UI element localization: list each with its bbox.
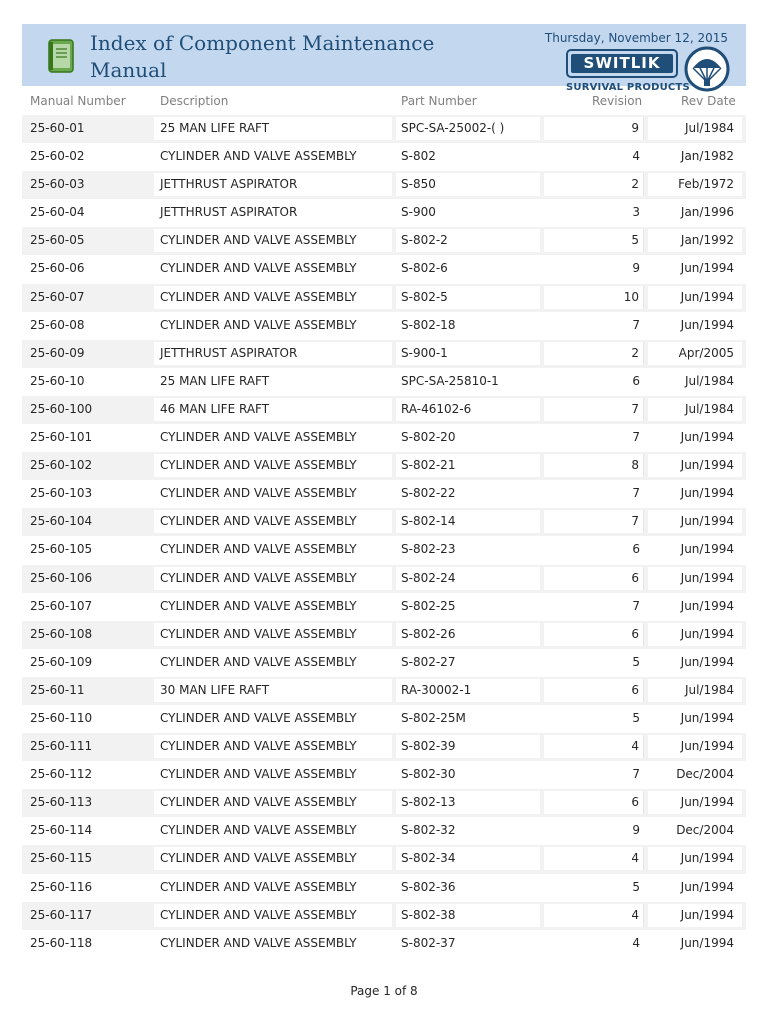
table-row bbox=[22, 255, 746, 283]
table-row bbox=[22, 874, 746, 902]
description-cell: CYLINDER AND VALVE ASSEMBLY bbox=[154, 847, 392, 870]
part-number-cell: S-802-36 bbox=[401, 879, 456, 894]
rev-date-cell: Jul/1984 bbox=[648, 117, 742, 140]
manual-number-cell: 25-60-115 bbox=[30, 851, 93, 866]
table-row bbox=[22, 536, 746, 564]
manual-number-cell: 25-60-109 bbox=[30, 654, 93, 669]
rev-date-cell: Jun/1994 bbox=[648, 567, 742, 590]
revision-cell: 7 bbox=[632, 486, 640, 501]
manual-number-cell: 25-60-106 bbox=[30, 570, 93, 585]
revision-cell: 4 bbox=[632, 935, 640, 950]
description-cell: CYLINDER AND VALVE ASSEMBLY bbox=[160, 430, 357, 445]
revision-cell: 6 bbox=[632, 373, 640, 388]
revision-cell: 2 bbox=[544, 342, 644, 365]
revision-cell: 7 bbox=[544, 398, 644, 421]
part-number-cell: S-802-37 bbox=[401, 935, 456, 950]
brand-logo bbox=[566, 49, 678, 78]
manual-number-cell: 25-60-04 bbox=[30, 205, 85, 220]
manual-number-cell: 25-60-101 bbox=[30, 430, 93, 445]
notebook-icon bbox=[48, 39, 74, 73]
table-row bbox=[22, 227, 746, 255]
part-number-cell: S-802-13 bbox=[396, 791, 540, 814]
manual-number-cell: 25-60-08 bbox=[30, 317, 85, 332]
description-cell: CYLINDER AND VALVE ASSEMBLY bbox=[154, 510, 392, 533]
table-row bbox=[22, 480, 746, 508]
rev-date-cell: Jun/1994 bbox=[680, 542, 734, 557]
rev-date-cell: Jun/1994 bbox=[648, 510, 742, 533]
table-row bbox=[22, 789, 746, 817]
rev-date-cell: Jun/1994 bbox=[680, 261, 734, 276]
table-row bbox=[22, 845, 746, 873]
revision-cell: 5 bbox=[632, 879, 640, 894]
manual-index-table bbox=[22, 115, 746, 958]
rev-date-cell: Jun/1994 bbox=[680, 879, 734, 894]
description-cell: JETTHRUST ASPIRATOR bbox=[160, 205, 298, 220]
manual-number-cell: 25-60-07 bbox=[30, 289, 85, 304]
revision-cell: 7 bbox=[632, 767, 640, 782]
description-cell: CYLINDER AND VALVE ASSEMBLY bbox=[160, 823, 357, 838]
rev-date-cell: Jun/1994 bbox=[648, 847, 742, 870]
table-row bbox=[22, 396, 746, 424]
revision-cell: 7 bbox=[632, 317, 640, 332]
rev-date-cell: Jul/1984 bbox=[648, 398, 742, 421]
description-cell: CYLINDER AND VALVE ASSEMBLY bbox=[154, 904, 392, 927]
rev-date-cell: Jan/1992 bbox=[648, 229, 742, 252]
revision-cell: 6 bbox=[544, 567, 644, 590]
rev-date-cell: Jun/1994 bbox=[680, 598, 734, 613]
table-row bbox=[22, 565, 746, 593]
column-header-manual-number: Manual Number bbox=[30, 94, 126, 108]
manual-number-cell: 25-60-118 bbox=[30, 935, 93, 950]
rev-date-cell: Jun/1994 bbox=[680, 654, 734, 669]
manual-number-cell: 25-60-11 bbox=[30, 682, 85, 697]
table-row bbox=[22, 649, 746, 677]
revision-cell: 4 bbox=[544, 904, 644, 927]
part-number-cell: S-802-23 bbox=[401, 542, 456, 557]
revision-cell: 4 bbox=[544, 735, 644, 758]
rev-date-cell: Jan/1982 bbox=[680, 149, 734, 164]
revision-cell: 7 bbox=[544, 510, 644, 533]
rev-date-cell: Apr/2005 bbox=[648, 342, 742, 365]
table-row bbox=[22, 817, 746, 845]
table-row bbox=[22, 368, 746, 396]
rev-date-cell: Jun/1994 bbox=[648, 623, 742, 646]
part-number-cell: S-802-21 bbox=[396, 454, 540, 477]
manual-number-cell: 25-60-110 bbox=[30, 710, 93, 725]
column-header-part-number: Part Number bbox=[401, 94, 477, 108]
description-cell: 46 MAN LIFE RAFT bbox=[154, 398, 392, 421]
rev-date-cell: Dec/2004 bbox=[676, 823, 734, 838]
revision-cell: 6 bbox=[544, 623, 644, 646]
rev-date-cell: Jun/1994 bbox=[680, 935, 734, 950]
manual-number-cell: 25-60-108 bbox=[30, 626, 93, 641]
table-row bbox=[22, 284, 746, 312]
revision-cell: 7 bbox=[632, 598, 640, 613]
revision-cell: 5 bbox=[632, 710, 640, 725]
revision-cell: 5 bbox=[544, 229, 644, 252]
description-cell: CYLINDER AND VALVE ASSEMBLY bbox=[154, 623, 392, 646]
part-number-cell: S-802-34 bbox=[396, 847, 540, 870]
description-cell: CYLINDER AND VALVE ASSEMBLY bbox=[160, 654, 357, 669]
part-number-cell: S-802-14 bbox=[396, 510, 540, 533]
manual-number-cell: 25-60-107 bbox=[30, 598, 93, 613]
part-number-cell: S-802-24 bbox=[396, 567, 540, 590]
manual-number-cell: 25-60-114 bbox=[30, 823, 93, 838]
description-cell: CYLINDER AND VALVE ASSEMBLY bbox=[160, 710, 357, 725]
part-number-cell: S-802-26 bbox=[396, 623, 540, 646]
manual-number-cell: 25-60-102 bbox=[30, 458, 93, 473]
table-row bbox=[22, 677, 746, 705]
manual-number-cell: 25-60-111 bbox=[30, 739, 93, 754]
revision-cell: 8 bbox=[544, 454, 644, 477]
description-cell: 30 MAN LIFE RAFT bbox=[154, 679, 392, 702]
description-cell: JETTHRUST ASPIRATOR bbox=[154, 173, 392, 196]
manual-number-cell: 25-60-105 bbox=[30, 542, 93, 557]
part-number-cell: S-900 bbox=[401, 205, 436, 220]
report-header bbox=[22, 24, 746, 93]
revision-cell: 9 bbox=[544, 117, 644, 140]
table-row bbox=[22, 115, 746, 143]
revision-cell: 6 bbox=[544, 679, 644, 702]
manual-number-cell: 25-60-03 bbox=[30, 177, 85, 192]
part-number-cell: S-802-38 bbox=[396, 904, 540, 927]
table-row bbox=[22, 621, 746, 649]
part-number-cell: S-802-25M bbox=[401, 710, 466, 725]
description-cell: CYLINDER AND VALVE ASSEMBLY bbox=[154, 229, 392, 252]
part-number-cell: S-802-25 bbox=[401, 598, 456, 613]
column-header-description: Description bbox=[160, 94, 229, 108]
revision-cell: 6 bbox=[632, 542, 640, 557]
description-cell: CYLINDER AND VALVE ASSEMBLY bbox=[154, 567, 392, 590]
revision-cell: 9 bbox=[632, 823, 640, 838]
description-cell: CYLINDER AND VALVE ASSEMBLY bbox=[160, 317, 357, 332]
part-number-cell: S-802-27 bbox=[401, 654, 456, 669]
revision-cell: 9 bbox=[632, 261, 640, 276]
brand-logo-subtext: SURVIVAL PRODUCTS bbox=[566, 82, 690, 93]
part-number-cell: SPC-SA-25002-( ) bbox=[396, 117, 540, 140]
part-number-cell: RA-30002-1 bbox=[396, 679, 540, 702]
manual-number-cell: 25-60-116 bbox=[30, 879, 93, 894]
manual-number-cell: 25-60-113 bbox=[30, 795, 93, 810]
brand-logo-text: SWITLIK bbox=[571, 54, 673, 73]
rev-date-cell: Jun/1994 bbox=[648, 791, 742, 814]
page-title: Index of Component Maintenance Manual bbox=[90, 31, 435, 82]
revision-cell: 4 bbox=[632, 149, 640, 164]
part-number-cell: S-900-1 bbox=[396, 342, 540, 365]
description-cell: CYLINDER AND VALVE ASSEMBLY bbox=[160, 542, 357, 557]
rev-date-cell: Jan/1996 bbox=[680, 205, 734, 220]
rev-date-cell: Jun/1994 bbox=[680, 317, 734, 332]
description-cell: CYLINDER AND VALVE ASSEMBLY bbox=[154, 791, 392, 814]
description-cell: CYLINDER AND VALVE ASSEMBLY bbox=[160, 879, 357, 894]
rev-date-cell: Jun/1994 bbox=[648, 735, 742, 758]
revision-cell: 10 bbox=[544, 286, 644, 309]
manual-number-cell: 25-60-06 bbox=[30, 261, 85, 276]
description-cell: CYLINDER AND VALVE ASSEMBLY bbox=[160, 935, 357, 950]
part-number-cell: S-802 bbox=[401, 149, 436, 164]
manual-number-cell: 25-60-01 bbox=[30, 121, 85, 135]
manual-number-cell: 25-60-10 bbox=[30, 373, 85, 388]
part-number-cell: SPC-SA-25810-1 bbox=[401, 373, 499, 388]
table-row bbox=[22, 452, 746, 480]
part-number-cell: S-850 bbox=[396, 173, 540, 196]
description-cell: CYLINDER AND VALVE ASSEMBLY bbox=[154, 454, 392, 477]
description-cell: CYLINDER AND VALVE ASSEMBLY bbox=[160, 486, 357, 501]
revision-cell: 4 bbox=[544, 847, 644, 870]
part-number-cell: S-802-32 bbox=[401, 823, 456, 838]
manual-number-cell: 25-60-02 bbox=[30, 149, 85, 164]
rev-date-cell: Jun/1994 bbox=[680, 486, 734, 501]
table-row bbox=[22, 340, 746, 368]
report-date: Thursday, November 12, 2015 bbox=[544, 31, 728, 45]
part-number-cell: S-802-22 bbox=[401, 486, 456, 501]
description-cell: 25 MAN LIFE RAFT bbox=[154, 117, 392, 140]
rev-date-cell: Jun/1994 bbox=[648, 286, 742, 309]
revision-cell: 5 bbox=[632, 654, 640, 669]
manual-number-cell: 25-60-117 bbox=[30, 907, 93, 922]
rev-date-cell: Jul/1984 bbox=[684, 373, 734, 388]
revision-cell: 7 bbox=[632, 430, 640, 445]
column-header-revision: Revision bbox=[592, 94, 643, 108]
table-row bbox=[22, 902, 746, 930]
description-cell: CYLINDER AND VALVE ASSEMBLY bbox=[160, 261, 357, 276]
rev-date-cell: Jun/1994 bbox=[648, 904, 742, 927]
manual-number-cell: 25-60-100 bbox=[30, 401, 93, 416]
description-cell: JETTHRUST ASPIRATOR bbox=[154, 342, 392, 365]
revision-cell: 2 bbox=[544, 173, 644, 196]
description-cell: CYLINDER AND VALVE ASSEMBLY bbox=[160, 767, 357, 782]
parachute-emblem-icon bbox=[684, 46, 730, 92]
table-row bbox=[22, 143, 746, 171]
part-number-cell: S-802-30 bbox=[401, 767, 456, 782]
manual-number-cell: 25-60-103 bbox=[30, 486, 93, 501]
manual-number-cell: 25-60-104 bbox=[30, 514, 93, 529]
rev-date-cell: Jun/1994 bbox=[680, 710, 734, 725]
table-row bbox=[22, 593, 746, 621]
table-row bbox=[22, 171, 746, 199]
table-row bbox=[22, 761, 746, 789]
column-header-rev-date: Rev Date bbox=[681, 94, 736, 108]
part-number-cell: S-802-39 bbox=[396, 735, 540, 758]
description-cell: CYLINDER AND VALVE ASSEMBLY bbox=[154, 735, 392, 758]
part-number-cell: S-802-2 bbox=[396, 229, 540, 252]
table-row bbox=[22, 312, 746, 340]
description-cell: CYLINDER AND VALVE ASSEMBLY bbox=[154, 286, 392, 309]
revision-cell: 6 bbox=[544, 791, 644, 814]
part-number-cell: RA-46102-6 bbox=[396, 398, 540, 421]
description-cell: CYLINDER AND VALVE ASSEMBLY bbox=[160, 149, 357, 164]
rev-date-cell: Jun/1994 bbox=[680, 430, 734, 445]
description-cell: CYLINDER AND VALVE ASSEMBLY bbox=[160, 598, 357, 613]
table-row bbox=[22, 733, 746, 761]
part-number-cell: S-802-5 bbox=[396, 286, 540, 309]
table-row bbox=[22, 705, 746, 733]
rev-date-cell: Feb/1972 bbox=[648, 173, 742, 196]
table-row bbox=[22, 424, 746, 452]
rev-date-cell: Jun/1994 bbox=[648, 454, 742, 477]
rev-date-cell: Dec/2004 bbox=[676, 767, 734, 782]
description-cell: 25 MAN LIFE RAFT bbox=[160, 373, 270, 388]
revision-cell: 3 bbox=[632, 205, 640, 220]
rev-date-cell: Jul/1984 bbox=[648, 679, 742, 702]
table-row bbox=[22, 199, 746, 227]
part-number-cell: S-802-20 bbox=[401, 430, 456, 445]
table-row bbox=[22, 930, 746, 958]
table-row bbox=[22, 508, 746, 536]
manual-number-cell: 25-60-05 bbox=[30, 233, 85, 248]
page-number: Page 1 of 8 bbox=[350, 984, 418, 998]
part-number-cell: S-802-6 bbox=[401, 261, 448, 276]
part-number-cell: S-802-18 bbox=[401, 317, 456, 332]
manual-number-cell: 25-60-09 bbox=[30, 345, 85, 360]
manual-number-cell: 25-60-112 bbox=[30, 767, 93, 782]
